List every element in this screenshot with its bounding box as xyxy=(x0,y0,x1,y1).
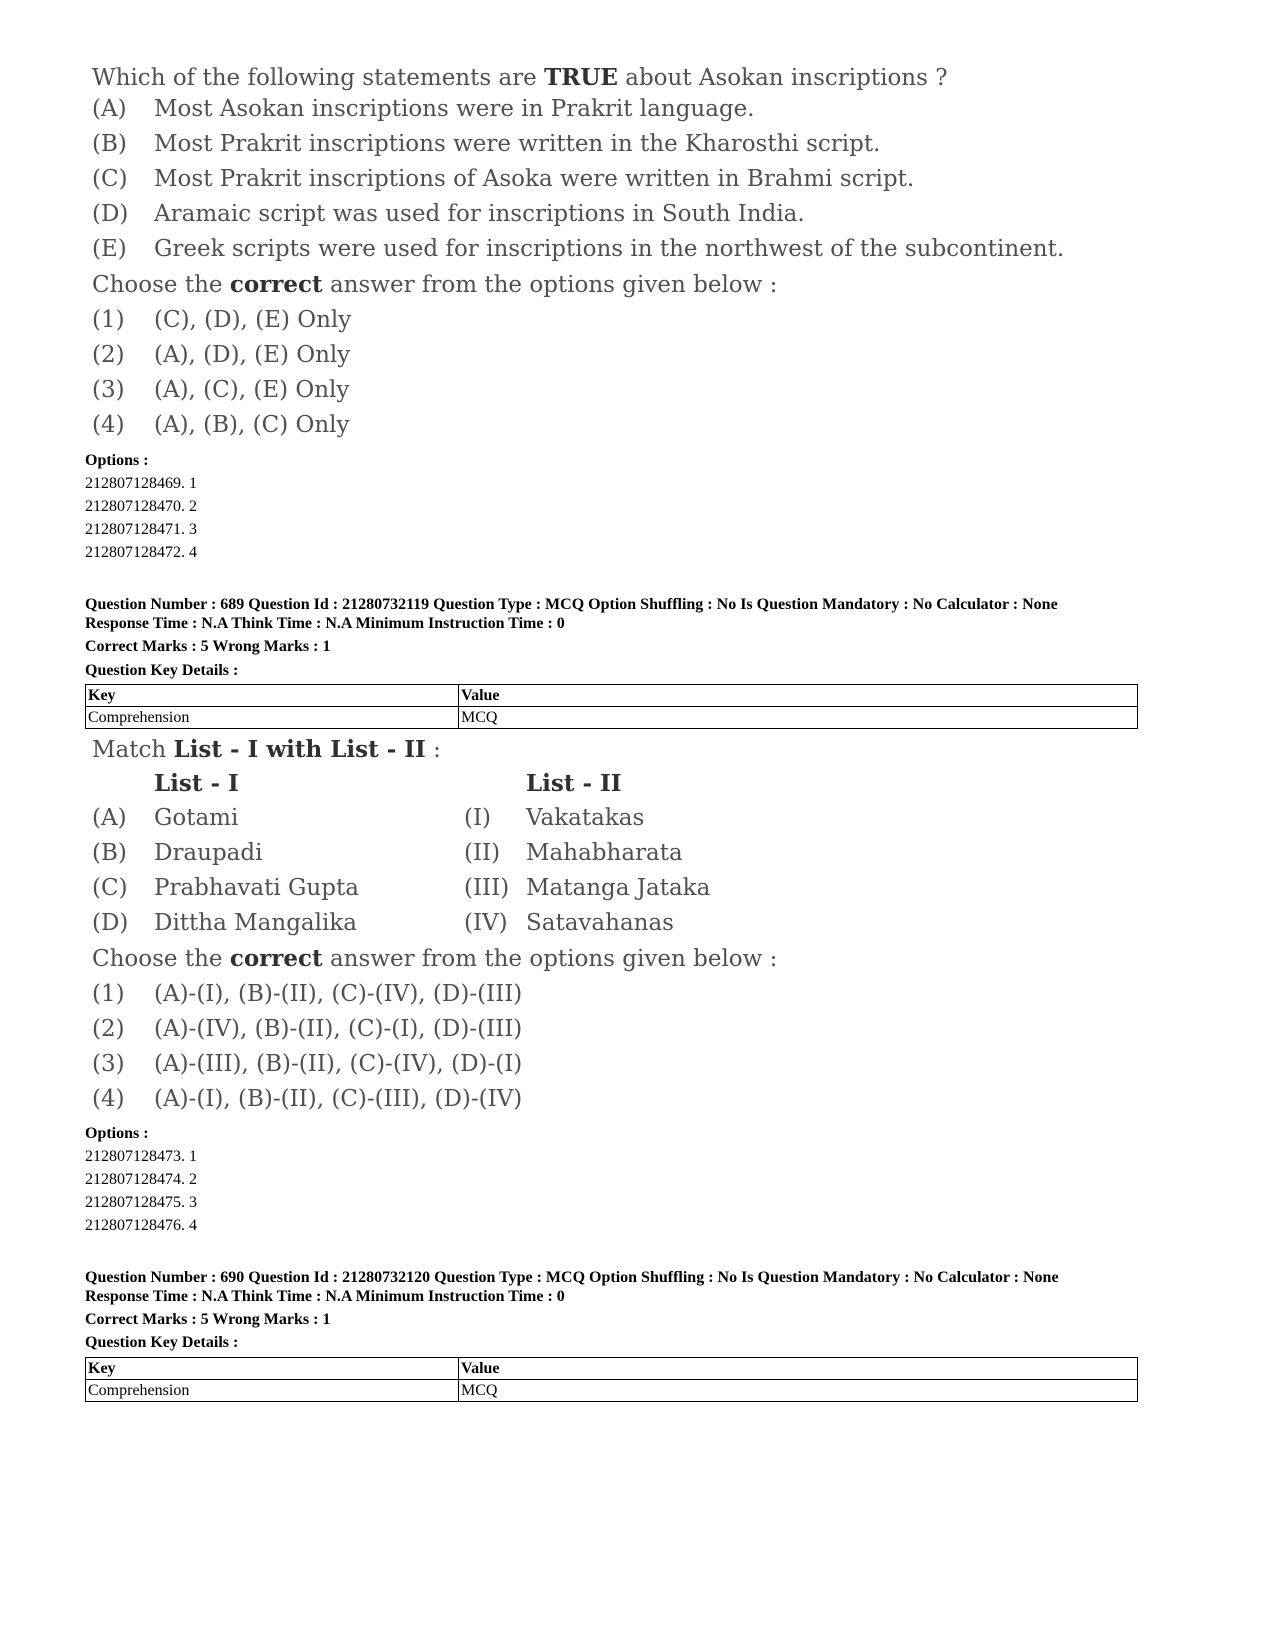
option-item: 212807128474. 2 xyxy=(85,1171,197,1188)
statement-e: (E) Greek scripts were used for inscriptions in the northwest of the subcontinent. xyxy=(92,236,1065,262)
statement-b: (B) Most Prakrit inscriptions were written in the Kharosthi script. xyxy=(92,131,881,157)
option-item: 212807128475. 3 xyxy=(85,1194,197,1211)
list-1-heading: List - I xyxy=(154,770,239,797)
question-688-stem: Which of the following statements are TRUE about Asokan inscriptions ? xyxy=(92,64,948,91)
table-row xyxy=(86,707,1138,729)
answer-3: (3) (A), (C), (E) Only xyxy=(92,377,350,403)
list-1-item-a: (A) Gotami xyxy=(92,805,239,831)
list-1-item-c: (C) Prabhavati Gupta xyxy=(92,875,359,901)
list-2-item-ii: (II) Mahabharata xyxy=(464,840,683,866)
table-header-cell: Key xyxy=(86,1358,459,1380)
list-2-heading: List - II xyxy=(526,770,622,797)
question-marks: Correct Marks : 5 Wrong Marks : 1 xyxy=(85,638,331,655)
answer-3: (3) (A)-(III), (B)-(II), (C)-(IV), (D)-(I) xyxy=(92,1051,523,1077)
match-instruction: Match List - I with List - II : xyxy=(92,736,441,763)
options-heading: Options : xyxy=(85,1125,149,1142)
table-header-cell: Key xyxy=(86,685,459,707)
question-meta-line: Question Number : 689 Question Id : 21280732119 Question Type : MCQ Option Shuffling : No Is Question Mandatory : No Calculator : None xyxy=(85,596,1058,613)
key-details-table xyxy=(85,684,1138,729)
option-item: 212807128472. 4 xyxy=(85,544,197,561)
list-2-item-iii: (III) Matanga Jataka xyxy=(464,875,711,901)
table-row xyxy=(86,1380,1138,1402)
answer-1: (1) (C), (D), (E) Only xyxy=(92,307,352,333)
question-timing-line: Response Time : N.A Think Time : N.A Minimum Instruction Time : 0 xyxy=(85,615,565,632)
answer-2: (2) (A)-(IV), (B)-(II), (C)-(I), (D)-(III) xyxy=(92,1016,523,1042)
table-header-cell: Value xyxy=(459,685,1138,707)
question-timing-line: Response Time : N.A Think Time : N.A Minimum Instruction Time : 0 xyxy=(85,1288,565,1305)
table-cell: Comprehension xyxy=(86,1380,459,1402)
option-item: 212807128471. 3 xyxy=(85,521,197,538)
choose-instruction: Choose the correct answer from the options given below : xyxy=(92,271,778,298)
key-details-table xyxy=(85,1357,1138,1402)
option-item: 212807128469. 1 xyxy=(85,475,197,492)
option-item: 212807128473. 1 xyxy=(85,1148,197,1165)
question-marks: Correct Marks : 5 Wrong Marks : 1 xyxy=(85,1311,331,1328)
answer-1: (1) (A)-(I), (B)-(II), (C)-(IV), (D)-(III) xyxy=(92,981,523,1007)
key-details-heading: Question Key Details : xyxy=(85,662,239,679)
table-cell: MCQ xyxy=(459,1380,1138,1402)
table-header-row xyxy=(86,1358,1138,1380)
question-meta-line: Question Number : 690 Question Id : 21280732120 Question Type : MCQ Option Shuffling : No Is Question Mandatory : No Calculator : None xyxy=(85,1269,1059,1286)
list-1-item-b: (B) Draupadi xyxy=(92,840,263,866)
answer-2: (2) (A), (D), (E) Only xyxy=(92,342,351,368)
options-heading: Options : xyxy=(85,452,149,469)
answer-4: (4) (A), (B), (C) Only xyxy=(92,412,350,438)
statement-a: (A) Most Asokan inscriptions were in Prakrit language. xyxy=(92,96,755,122)
key-details-heading: Question Key Details : xyxy=(85,1334,239,1351)
list-1-item-d: (D) Dittha Mangalika xyxy=(92,910,357,936)
option-item: 212807128470. 2 xyxy=(85,498,197,515)
list-2-item-iv: (IV) Satavahanas xyxy=(464,910,674,936)
statement-d: (D) Aramaic script was used for inscriptions in South India. xyxy=(92,201,805,227)
choose-instruction: Choose the correct answer from the options given below : xyxy=(92,945,778,972)
statement-c: (C) Most Prakrit inscriptions of Asoka were written in Brahmi script. xyxy=(92,166,915,192)
option-item: 212807128476. 4 xyxy=(85,1217,197,1234)
table-header-cell: Value xyxy=(459,1358,1138,1380)
list-2-item-i: (I) Vakatakas xyxy=(464,805,645,831)
table-header-row xyxy=(86,685,1138,707)
table-cell: Comprehension xyxy=(86,707,459,729)
table-cell: MCQ xyxy=(459,707,1138,729)
answer-4: (4) (A)-(I), (B)-(II), (C)-(III), (D)-(IV) xyxy=(92,1086,523,1112)
